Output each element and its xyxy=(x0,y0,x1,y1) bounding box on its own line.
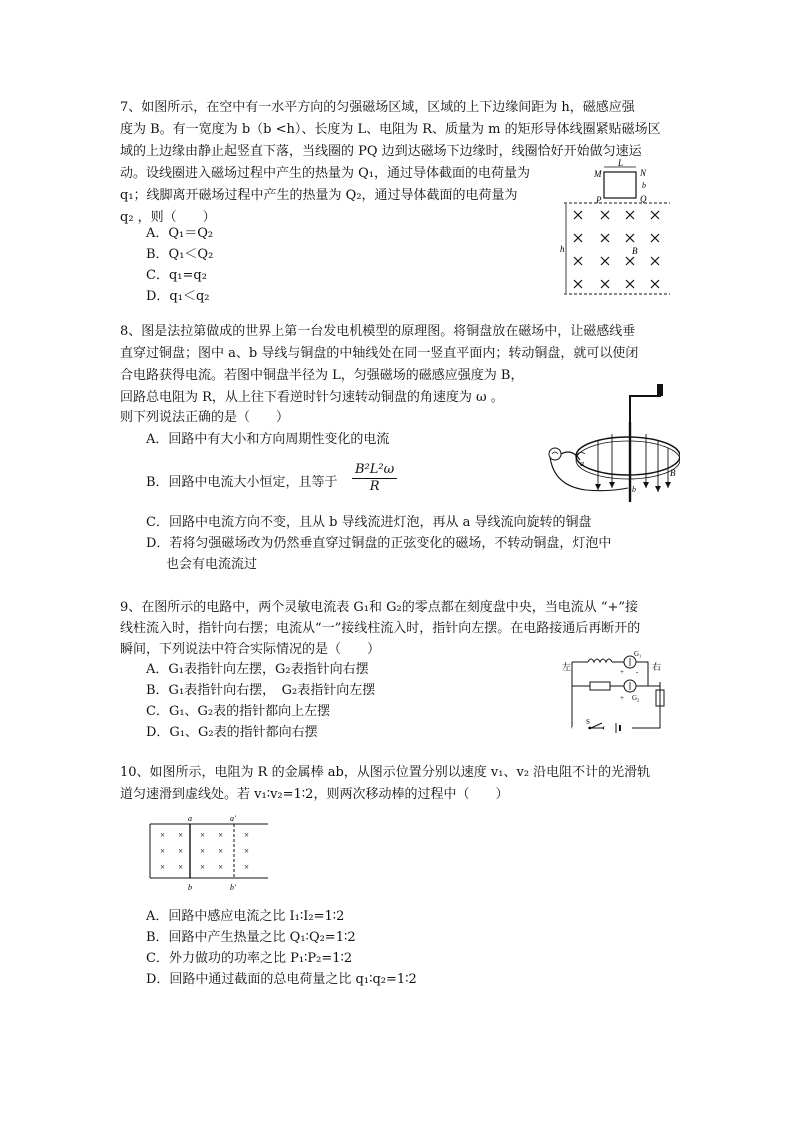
q8-line-3: 合电路获得电流。若图中铜盘半径为 L，匀强磁场的磁感应强度为 B， xyxy=(120,368,524,383)
q9-label-plus-2: + xyxy=(620,694,624,702)
q9-line-2: 线柱流入时，指针向右摆；电流从“一”接线柱流入时，指针向左摆。在电路接通后再断开的 xyxy=(120,621,641,636)
q7-label-Q: Q xyxy=(640,194,647,204)
svg-text:×: × xyxy=(160,862,166,872)
q10-figure-rails xyxy=(148,812,272,894)
q9-label-S: S xyxy=(586,718,590,726)
q10-field-crosses xyxy=(160,830,249,872)
svg-text:×: × xyxy=(178,830,184,840)
q8-option-a: A．回路中有大小和方向周期性变化的电流 xyxy=(146,432,390,447)
q8-label-a: a xyxy=(580,459,584,468)
q8-line-2: 直穿过铜盘；图中 a、b 导线与铜盘的中轴线处在同一竖直平面内；转动铜盘，就可以使闭 xyxy=(120,346,639,361)
q10-option-d: D．回路中通过截面的总电荷量之比 q₁∶q₂=1∶2 xyxy=(146,972,417,987)
q9-option-c: C．G₁、G₂表的指针都向上左摆 xyxy=(146,704,331,719)
svg-text:×: × xyxy=(178,862,184,872)
q7-label-b: b xyxy=(642,181,646,190)
q7-option-c: C．q₁=q₂ xyxy=(146,268,207,283)
svg-text:×: × xyxy=(200,862,206,872)
q9-label-right: 右 xyxy=(652,662,662,672)
svg-text:×: × xyxy=(244,830,250,840)
q9-option-d: D．G₁、G₂表的指针都向右摆 xyxy=(146,725,318,740)
q7-option-b: B．Q₁＜Q₂ xyxy=(146,247,214,262)
q9-label-G1: G₁ xyxy=(634,650,642,658)
q8-option-c: C．回路中电流方向不变，且从 b 导线流进灯泡，再从 a 导线流向旋转的铜盘 xyxy=(146,515,592,530)
q7-label-h: h xyxy=(560,244,565,254)
svg-text:×: × xyxy=(244,846,250,856)
q10-label-b: b xyxy=(188,883,192,892)
q7-label-M: M xyxy=(594,169,602,179)
svg-text:×: × xyxy=(178,846,184,856)
q9-figure-circuit xyxy=(560,646,676,736)
q9-line-1: 9、在图所示的电路中，两个灵敏电流表 G₁和 G₂的零点都在刻度盘中央，当电流从 “+”接 xyxy=(120,600,639,615)
q8-option-b: B．回路中电流大小恒定，且等于 xyxy=(146,475,338,490)
svg-text:×: × xyxy=(218,846,224,856)
q8-option-b-fraction xyxy=(352,462,397,495)
q9-option-a: A．G₁表指针向左摆，G₂表指针向右摆 xyxy=(146,662,369,677)
q7-label-L: L xyxy=(618,158,624,168)
q7-line-5: q₁；线脚离开磁场过程中产生的热量为 Q₂，通过导体截面的电荷量为 xyxy=(120,188,518,203)
q7-line-4: 动。设线圈进入磁场过程中产生的热量为 Q₁，通过导体截面的电荷量为 xyxy=(120,166,531,181)
q8-label-B: B xyxy=(670,468,676,478)
q7-option-d: D．q₁＜q₂ xyxy=(146,289,210,304)
q7-line-1: 7、如图所示，在空中有一水平方向的匀强磁场区域，区域的上下边缘间距为 h，磁感应强 xyxy=(120,100,635,115)
q7-label-P: P xyxy=(596,195,602,205)
q9-line-3: 瞬间，下列说法中符合实际情况的是（ ） xyxy=(120,642,381,657)
q9-label-G2: G₂ xyxy=(632,694,640,702)
svg-text:×: × xyxy=(218,830,224,840)
svg-text:×: × xyxy=(160,846,166,856)
q7-line-6: q₂ ，则（ ） xyxy=(120,210,216,225)
q9-label-minus-1: - xyxy=(636,668,639,676)
q8-label-b: b xyxy=(632,485,636,494)
q8-figure-faraday-disk xyxy=(546,384,680,506)
q7-label-N: N xyxy=(640,168,647,178)
q9-label-left: 左 xyxy=(562,662,572,672)
svg-text:×: × xyxy=(244,862,250,872)
q7-field-crosses xyxy=(574,211,659,288)
svg-text:×: × xyxy=(160,830,166,840)
q7-figure-coil-in-field xyxy=(558,158,676,298)
q7-option-a: A．Q₁＝Q₂ xyxy=(146,226,214,241)
q8-option-d-line-2: 也会有电流流过 xyxy=(166,557,258,572)
q10-label-b-prime: b' xyxy=(230,883,236,892)
q7-label-B: B xyxy=(632,246,638,256)
q8-option-d-line-1: D．若将匀强磁场改为仍然垂直穿过铜盘的正弦变化的磁场，不转动铜盘，灯泡中 xyxy=(146,536,612,551)
svg-text:×: × xyxy=(200,846,206,856)
q8-fraction-denominator: R xyxy=(369,479,380,494)
q10-line-1: 10、如图所示，电阻为 R 的金属棒 ab，从图示位置分别以速度 v₁、v₂ 沿电阻不计的光滑轨 xyxy=(120,765,651,780)
q9-label-plus-1: + xyxy=(620,668,624,676)
svg-text:×: × xyxy=(218,862,224,872)
q10-label-a-prime: a' xyxy=(230,814,236,823)
q10-option-b: B．回路中产生热量之比 Q₁∶Q₂=1∶2 xyxy=(146,930,356,945)
q8-line-5: 则下列说法正确的是（ ） xyxy=(120,410,290,425)
q9-option-b: B．G₁表指针向右摆， G₂表指针向左摆 xyxy=(146,683,376,698)
q10-label-a: a xyxy=(188,814,192,823)
q8-fraction-numerator: B²L²ω xyxy=(352,462,397,479)
svg-text:×: × xyxy=(200,830,206,840)
q10-option-c: C．外力做功的功率之比 P₁∶P₂=1∶2 xyxy=(146,951,353,966)
q8-line-1: 8、图是法拉第做成的世界上第一台发电机模型的原理图。将铜盘放在磁场中，让磁感线垂 xyxy=(120,324,636,339)
q10-option-a: A．回路中感应电流之比 I₁∶I₂=1∶2 xyxy=(146,909,345,924)
q7-line-2: 度为 B。有一宽度为 b（b <h）、长度为 L、电阻为 R、质量为 m 的矩形导体线圈紧贴磁场区 xyxy=(120,122,661,137)
q7-line-3: 域的上边缘由静止起竖直下落，当线圈的 PQ 边到达磁场下边缘时，线圈恰好开始做匀速运 xyxy=(120,144,642,159)
q10-line-2: 道匀速滑到虚线处。若 v₁∶v₂=1∶2，则两次移动棒的过程中（ ） xyxy=(120,787,509,802)
q8-line-4: 回路总电阻为 R，从上往下看逆时针匀速转动铜盘的角速度为 ω 。 xyxy=(120,390,504,405)
